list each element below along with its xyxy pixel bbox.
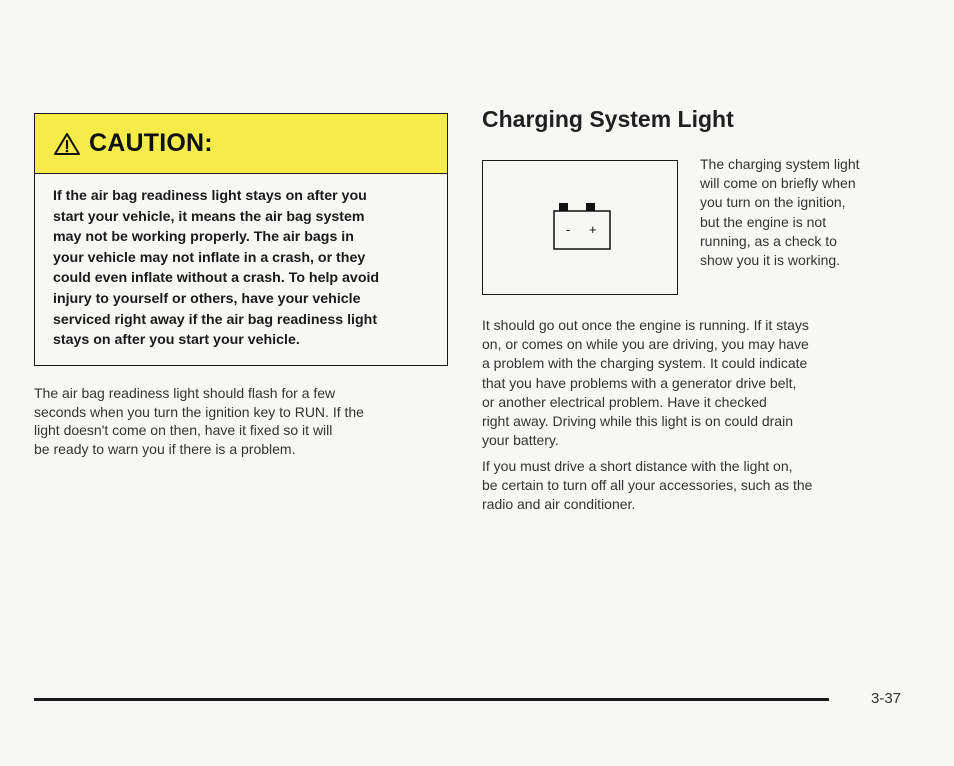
section-title: Charging System Light	[482, 106, 734, 132]
caution-line: injury to yourself or others, have your vehicle	[53, 290, 361, 307]
caption-line: you turn on the ignition,	[700, 194, 846, 211]
paragraph-line: right away. Driving while this light is on could drain	[482, 413, 793, 430]
caption-line: running, as a check to	[700, 232, 837, 249]
battery-minus-sign: -	[566, 222, 571, 237]
caption-line: will come on briefly when	[700, 175, 856, 192]
footer-rule	[34, 698, 829, 701]
caution-line: stays on after you start your vehicle.	[53, 332, 300, 349]
caution-box	[34, 113, 448, 366]
battery-icon	[552, 201, 612, 253]
paragraph-line: radio and air conditioner.	[482, 496, 636, 513]
paragraph-line: your battery.	[482, 432, 559, 449]
caution-line: start your vehicle, it means the air bag system	[53, 208, 365, 225]
caution-body	[53, 186, 438, 351]
paragraph-line: on, or comes on while you are driving, you may have	[482, 336, 809, 353]
paragraph-line: It should go out once the engine is running. If it stays	[482, 317, 809, 333]
caution-line: could even inflate without a crash. To help avoid	[53, 270, 380, 287]
paragraph-line: The air bag readiness light should flash for a few	[34, 385, 336, 401]
caption-line: but the engine is not	[700, 213, 827, 230]
paragraph-line: light doesn't come on then, have it fixed so it will	[34, 422, 333, 439]
paragraph-line: be certain to turn off all your accessories, such as the	[482, 477, 813, 494]
caution-line: may not be working properly. The air bags in	[53, 229, 354, 246]
caption-line: The charging system light	[700, 156, 860, 172]
caution-title: CAUTION:	[89, 129, 213, 157]
charging-paragraph-2	[482, 457, 892, 515]
page-number: 3-37	[871, 690, 902, 707]
figure-caption	[700, 155, 900, 270]
charging-paragraph-1	[482, 316, 892, 450]
battery-plus-sign: +	[589, 222, 597, 237]
caution-line: If the air bag readiness light stays on after you	[53, 188, 367, 204]
caution-line: your vehicle may not inflate in a crash, or they	[53, 249, 366, 266]
airbag-readiness-paragraph	[34, 384, 444, 458]
caution-header	[35, 114, 447, 174]
charging-light-figure	[482, 160, 678, 295]
warning-triangle-icon	[53, 132, 81, 156]
paragraph-line: that you have problems with a generator drive belt,	[482, 374, 797, 391]
paragraph-line: a problem with the charging system. It could indicate	[482, 355, 808, 372]
paragraph-line: seconds when you turn the ignition key to RUN. If the	[34, 403, 364, 420]
caution-line: serviced right away if the air bag readiness light	[53, 311, 378, 328]
caption-line: show you it is working.	[700, 252, 841, 269]
paragraph-line: or another electrical problem. Have it checked	[482, 393, 767, 410]
paragraph-line: be ready to warn you if there is a problem.	[34, 440, 296, 457]
paragraph-line: If you must drive a short distance with the light on,	[482, 458, 793, 474]
